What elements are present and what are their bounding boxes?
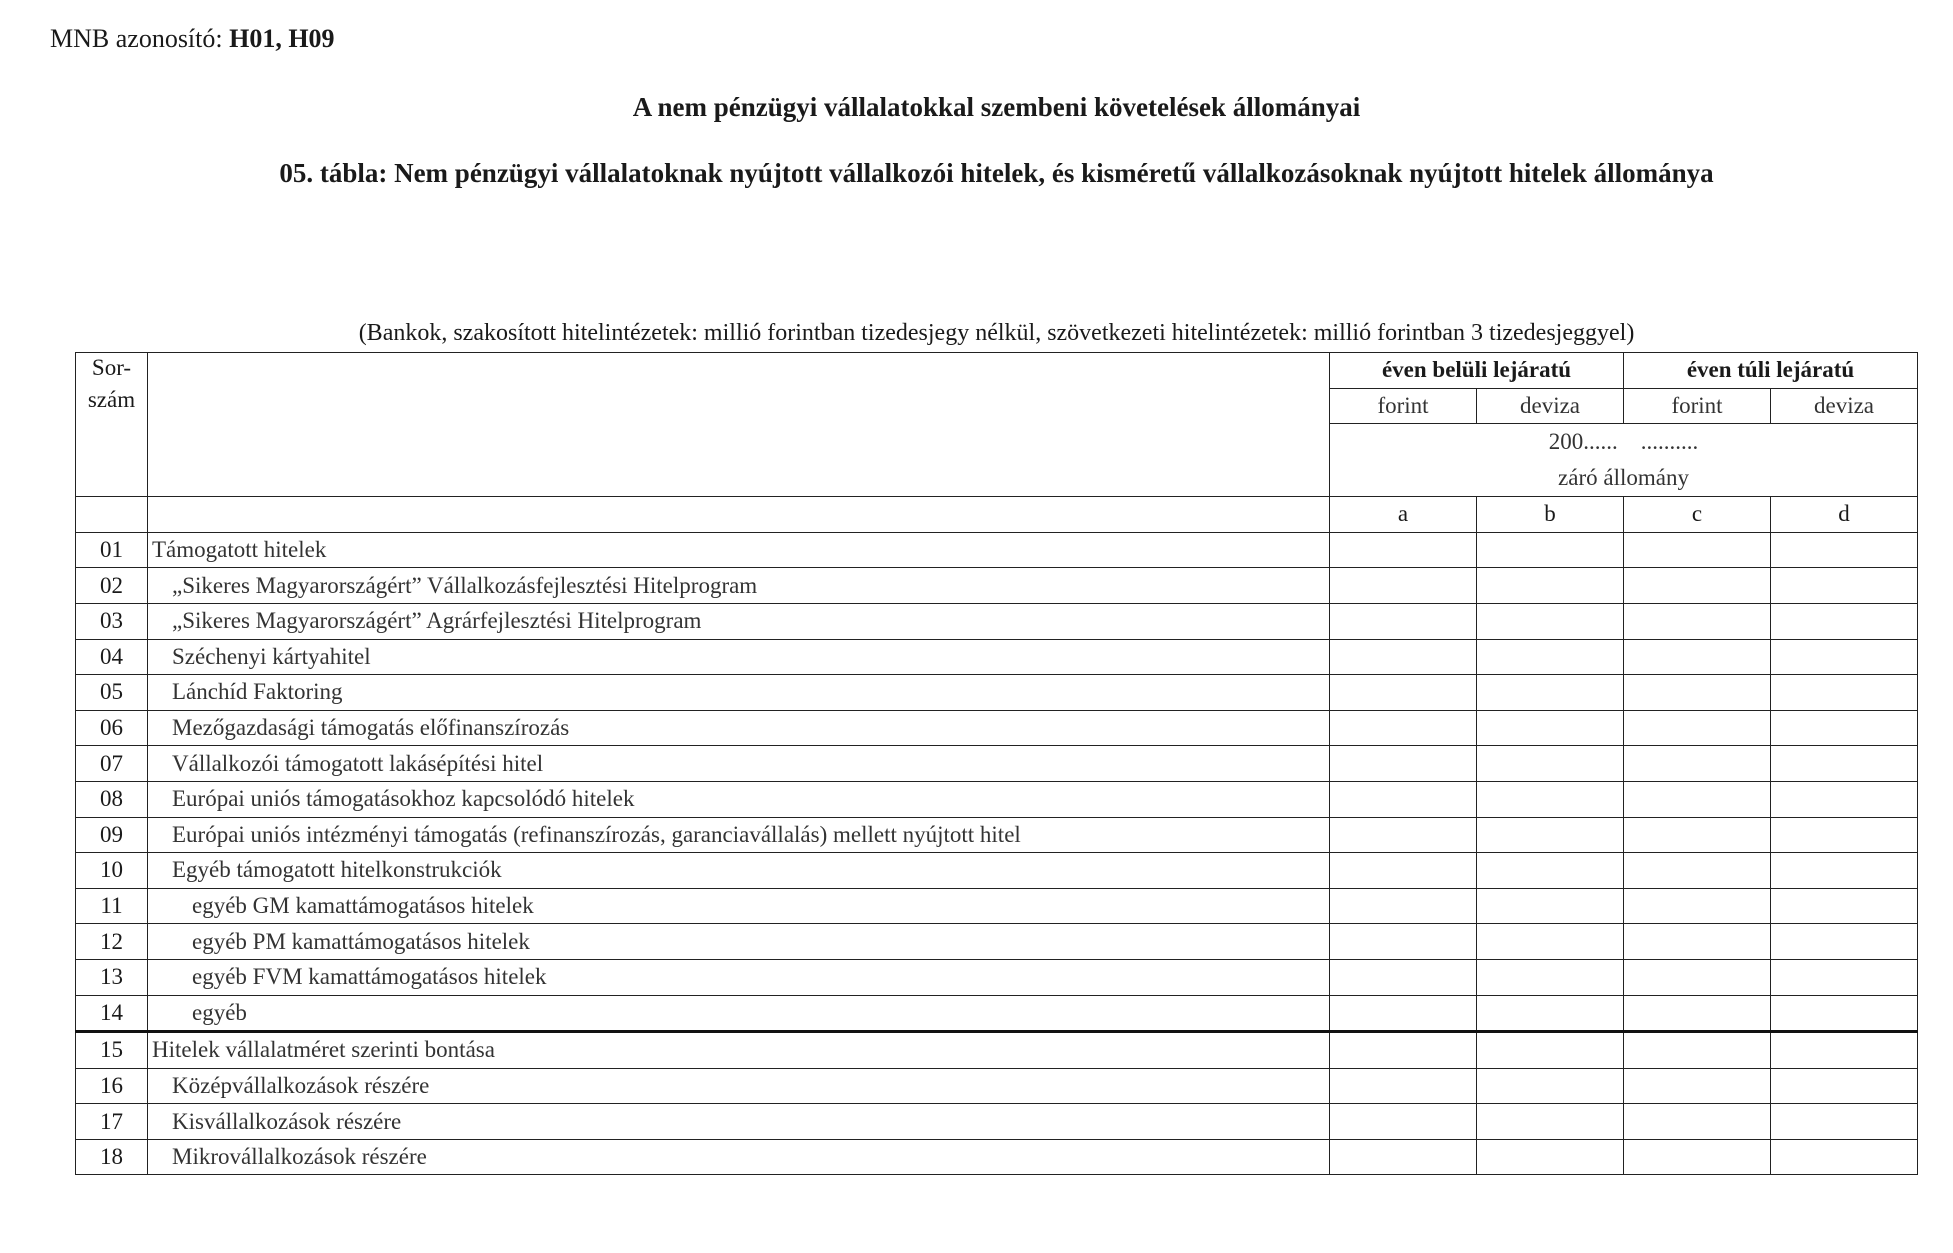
cell-d[interactable]: [1771, 995, 1918, 1032]
closing-stock-label: záró állomány: [1558, 465, 1689, 491]
cell-c[interactable]: [1624, 1104, 1771, 1140]
col-letter-b: b: [1477, 497, 1624, 533]
row-number: 16: [76, 1068, 148, 1104]
mnb-id-value: H01, H09: [229, 24, 335, 53]
row-label: „Sikeres Magyarországért” Vállalkozásfejlesztési Hitelprogram: [148, 568, 1330, 604]
row-label: egyéb FVM kamattámogatásos hitelek: [148, 959, 1330, 995]
mnb-id-label: MNB azonosító:: [50, 24, 223, 53]
col-letter-c: c: [1624, 497, 1771, 533]
row-number: 10: [76, 853, 148, 889]
cell-a[interactable]: [1330, 924, 1477, 960]
col-letter-a: a: [1330, 497, 1477, 533]
cell-d[interactable]: [1771, 710, 1918, 746]
cell-b[interactable]: [1477, 639, 1624, 675]
row-label: Mezőgazdasági támogatás előfinanszírozás: [148, 710, 1330, 746]
cell-c[interactable]: [1624, 639, 1771, 675]
cell-b[interactable]: [1477, 1032, 1624, 1069]
cell-d[interactable]: [1771, 817, 1918, 853]
cell-b[interactable]: [1477, 817, 1624, 853]
col-letter-d: d: [1771, 497, 1918, 533]
report-table: [75, 352, 1918, 1175]
cell-a[interactable]: [1330, 817, 1477, 853]
cell-b[interactable]: [1477, 568, 1624, 604]
cell-c[interactable]: [1624, 781, 1771, 817]
table-row: [76, 817, 1918, 853]
cell-c[interactable]: [1624, 995, 1771, 1032]
table-row: [76, 746, 1918, 782]
cell-a[interactable]: [1330, 1139, 1477, 1175]
cell-b[interactable]: [1477, 959, 1624, 995]
table-row: [76, 1139, 1918, 1175]
cell-d[interactable]: [1771, 603, 1918, 639]
cell-d[interactable]: [1771, 675, 1918, 711]
cell-b[interactable]: [1477, 710, 1624, 746]
table-row: [76, 568, 1918, 604]
cell-a[interactable]: [1330, 1104, 1477, 1140]
cell-a[interactable]: [1330, 532, 1477, 568]
cell-d[interactable]: [1771, 781, 1918, 817]
table-row: [76, 853, 1918, 889]
cell-d[interactable]: [1771, 924, 1918, 960]
row-label: egyéb PM kamattámogatásos hitelek: [148, 924, 1330, 960]
cell-c[interactable]: [1624, 1032, 1771, 1069]
cell-a[interactable]: [1330, 603, 1477, 639]
row-label: Hitelek vállalatméret szerinti bontása: [148, 1032, 1330, 1069]
row-number: 14: [76, 995, 148, 1032]
row-label: egyéb GM kamattámogatásos hitelek: [148, 888, 1330, 924]
page-title: A nem pénzügyi vállalatokkal szembeni követelések állományai: [632, 92, 1361, 122]
row-number: 03: [76, 603, 148, 639]
row-label: Széchenyi kártyahitel: [148, 639, 1330, 675]
cell-b[interactable]: [1477, 781, 1624, 817]
cell-b[interactable]: [1477, 888, 1624, 924]
table-row: [76, 603, 1918, 639]
cell-a[interactable]: [1330, 1032, 1477, 1069]
mnb-identifier: [50, 24, 335, 54]
cell-a[interactable]: [1330, 568, 1477, 604]
cell-a[interactable]: [1330, 995, 1477, 1032]
row-number: 17: [76, 1104, 148, 1140]
row-number: 05: [76, 675, 148, 711]
cell-b[interactable]: [1477, 746, 1624, 782]
cell-a[interactable]: [1330, 853, 1477, 889]
row-label: Mikrovállalkozások részére: [148, 1139, 1330, 1175]
letter-row-label-cell: [148, 497, 1330, 533]
cell-b[interactable]: [1477, 1104, 1624, 1140]
cell-d[interactable]: [1771, 746, 1918, 782]
row-number: 09: [76, 817, 148, 853]
table-row: [76, 924, 1918, 960]
row-number: 18: [76, 1139, 148, 1175]
period-cell: [1330, 424, 1918, 497]
cell-b[interactable]: [1477, 675, 1624, 711]
row-label: Egyéb támogatott hitelkonstrukciók: [148, 853, 1330, 889]
cell-a[interactable]: [1330, 675, 1477, 711]
cell-c[interactable]: [1624, 817, 1771, 853]
subcol-deviza-short: deviza: [1477, 388, 1624, 424]
row-label: Európai uniós intézményi támogatás (refinanszírozás, garanciavállalás) mellett nyújtott hitel: [148, 817, 1330, 853]
table-row: [76, 639, 1918, 675]
row-label: egyéb: [148, 995, 1330, 1032]
cell-d[interactable]: [1771, 1068, 1918, 1104]
cell-c[interactable]: [1624, 710, 1771, 746]
cell-b[interactable]: [1477, 603, 1624, 639]
subcol-forint-short: forint: [1330, 388, 1477, 424]
cell-a[interactable]: [1330, 781, 1477, 817]
cell-a[interactable]: [1330, 888, 1477, 924]
cell-a[interactable]: [1330, 746, 1477, 782]
letter-row-num-cell: [76, 497, 148, 533]
table-row: [76, 781, 1918, 817]
cell-a[interactable]: [1330, 959, 1477, 995]
cell-c[interactable]: [1624, 888, 1771, 924]
row-number: 12: [76, 924, 148, 960]
row-label: Vállalkozói támogatott lakásépítési hitel: [148, 746, 1330, 782]
units-note: (Bankok, szakosított hitelintézetek: millió forintban tizedesjegy nélkül, szövetkezeti hitelintézetek: millió forintban 3 tizedesjeggyel): [358, 320, 1635, 346]
cell-c[interactable]: [1624, 532, 1771, 568]
row-number-header-sor: Sor-: [91, 355, 132, 380]
cell-d[interactable]: [1771, 959, 1918, 995]
table-row: [76, 710, 1918, 746]
cell-c[interactable]: [1624, 959, 1771, 995]
row-number: 01: [76, 532, 148, 568]
cell-a[interactable]: [1330, 710, 1477, 746]
cell-c[interactable]: [1624, 603, 1771, 639]
period-placeholder: 200...... ..........: [1548, 429, 1699, 455]
cell-c[interactable]: [1624, 853, 1771, 889]
row-number: 02: [76, 568, 148, 604]
group-header-short-term: éven belüli lejáratú: [1330, 353, 1624, 389]
row-number: 15: [76, 1032, 148, 1069]
table-row: [76, 959, 1918, 995]
subcol-deviza-long: deviza: [1771, 388, 1918, 424]
cell-d[interactable]: [1771, 1032, 1918, 1069]
cell-b[interactable]: [1477, 853, 1624, 889]
row-number: 08: [76, 781, 148, 817]
cell-d[interactable]: [1771, 639, 1918, 675]
cell-c[interactable]: [1624, 924, 1771, 960]
row-label: Európai uniós támogatásokhoz kapcsolódó hitelek: [148, 781, 1330, 817]
table-row: [76, 1104, 1918, 1140]
cell-b[interactable]: [1477, 995, 1624, 1032]
row-number: 04: [76, 639, 148, 675]
cell-c[interactable]: [1624, 675, 1771, 711]
row-number-header-szam: szám: [87, 387, 136, 412]
cell-d[interactable]: [1771, 888, 1918, 924]
table-title: 05. tábla: Nem pénzügyi vállalatoknak nyújtott vállalkozói hitelek, és kisméretű vállalkozásoknak nyújtott hitelek állománya: [279, 158, 1714, 188]
row-label: Középvállalkozások részére: [148, 1068, 1330, 1104]
table-row: [76, 1032, 1918, 1069]
row-number-header: [76, 353, 148, 497]
row-label: Kisvállalkozások részére: [148, 1104, 1330, 1140]
row-label: Támogatott hitelek: [148, 532, 1330, 568]
table-row: [76, 995, 1918, 1032]
cell-c[interactable]: [1624, 568, 1771, 604]
table-row: [76, 888, 1918, 924]
cell-d[interactable]: [1771, 1104, 1918, 1140]
row-label: Lánchíd Faktoring: [148, 675, 1330, 711]
cell-b[interactable]: [1477, 532, 1624, 568]
cell-b[interactable]: [1477, 1068, 1624, 1104]
cell-a[interactable]: [1330, 1068, 1477, 1104]
cell-c[interactable]: [1624, 746, 1771, 782]
cell-d[interactable]: [1771, 532, 1918, 568]
cell-c[interactable]: [1624, 1139, 1771, 1175]
group-header-long-term: éven túli lejáratú: [1624, 353, 1918, 389]
cell-d[interactable]: [1771, 1139, 1918, 1175]
subcol-forint-long: forint: [1624, 388, 1771, 424]
cell-d[interactable]: [1771, 568, 1918, 604]
cell-b[interactable]: [1477, 1139, 1624, 1175]
table-row: [76, 1068, 1918, 1104]
row-number: 11: [76, 888, 148, 924]
cell-a[interactable]: [1330, 639, 1477, 675]
row-number: 07: [76, 746, 148, 782]
table-row: [76, 675, 1918, 711]
cell-b[interactable]: [1477, 924, 1624, 960]
table-row: [76, 532, 1918, 568]
cell-c[interactable]: [1624, 1068, 1771, 1104]
label-header: [148, 353, 1330, 497]
row-label: „Sikeres Magyarországért” Agrárfejlesztési Hitelprogram: [148, 603, 1330, 639]
cell-d[interactable]: [1771, 853, 1918, 889]
row-number: 06: [76, 710, 148, 746]
row-number: 13: [76, 959, 148, 995]
